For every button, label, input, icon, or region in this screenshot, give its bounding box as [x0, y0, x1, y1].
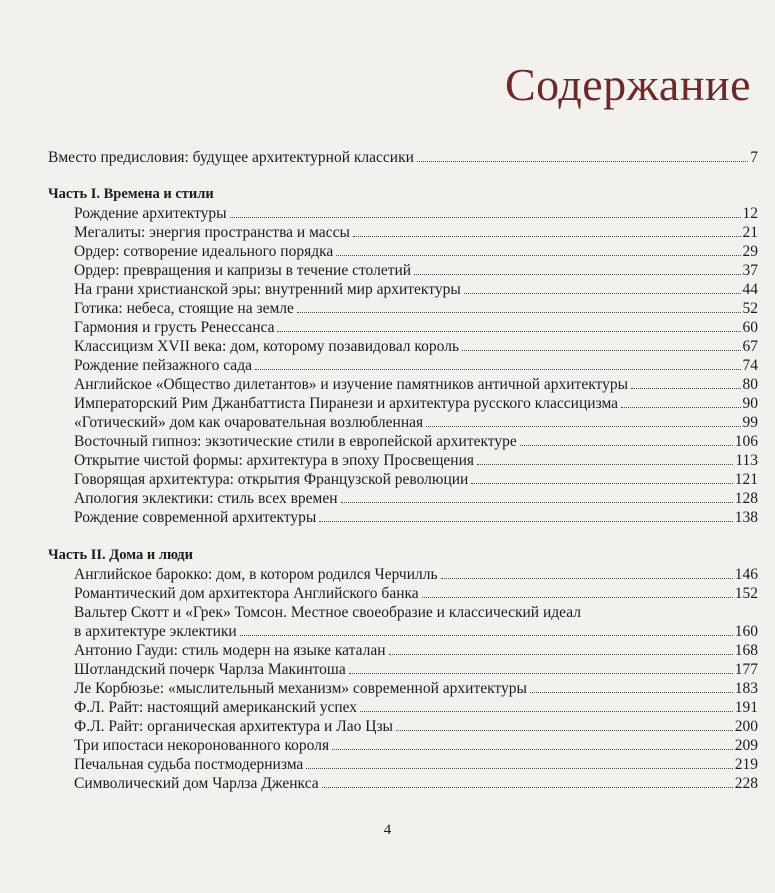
- toc-entry-page: 219: [734, 756, 758, 773]
- toc-entry-page: 21: [742, 224, 758, 241]
- toc-entry-title: Готика: небеса, стоящие на земле: [74, 300, 294, 317]
- toc-entry-title: Шотландский почерк Чарлза Макинтоша: [74, 661, 346, 678]
- toc-entry: [48, 565, 758, 584]
- dot-leader: [417, 161, 748, 162]
- part-1-list: [48, 204, 758, 527]
- dot-leader: [422, 597, 733, 598]
- dot-leader: [441, 578, 733, 579]
- toc-entry-title: Три ипостаси некоронованного короля: [74, 737, 330, 754]
- toc-entry-page: 121: [734, 471, 758, 488]
- toc-entry-page: 228: [734, 775, 758, 792]
- toc-entry-title: Апология эклектики: стиль всех времен: [74, 490, 338, 507]
- dot-leader: [255, 369, 741, 370]
- dot-leader: [240, 635, 733, 636]
- dot-leader: [464, 293, 741, 294]
- toc-entry-title: Ордер: сотворение идеального порядка: [74, 243, 334, 260]
- toc-entry: [48, 660, 758, 679]
- toc-entry-title: Вместо предисловия: будущее архитектурной классики: [48, 149, 414, 166]
- toc-entry-multiline: [48, 622, 758, 641]
- toc-entry-title: Говорящая архитектура: открытия Французской революции: [74, 471, 469, 488]
- toc-entry: [48, 717, 758, 736]
- toc-entry-title: Рождение архитектуры: [74, 205, 227, 222]
- page-title: Содержание: [504, 59, 751, 110]
- toc-entry: [48, 755, 758, 774]
- toc-entry-page: 183: [734, 680, 758, 697]
- toc-entry: [48, 204, 758, 223]
- toc-entry-title: Символический дом Чарлза Дженкса: [74, 775, 319, 792]
- toc-entry-title: На грани христианской эры: внутренний мир архитектуры: [74, 281, 461, 298]
- toc-entry-page: 12: [742, 205, 758, 222]
- toc-entry: [48, 489, 758, 508]
- toc-entry-page: 138: [734, 509, 758, 526]
- dot-leader: [353, 236, 741, 237]
- dot-leader: [319, 521, 732, 522]
- toc-entry: [48, 337, 758, 356]
- toc-entry: [48, 394, 758, 413]
- dot-leader: [349, 673, 733, 674]
- toc-entry-page: 74: [742, 357, 758, 374]
- toc-entry-title: в архитектуре эклектики: [74, 623, 237, 640]
- toc-entry-title: Романтический дом архитектора Английского банка: [74, 585, 419, 602]
- dot-leader: [341, 502, 733, 503]
- part-heading-1: Часть I. Времена и стили: [48, 186, 214, 202]
- toc-entry-multiline-line1: Вальтер Скотт и «Грек» Томсон. Местное своеобразие и классический идеал: [74, 604, 581, 621]
- dot-leader: [230, 217, 741, 218]
- dot-leader: [306, 768, 732, 769]
- toc-entry-title: Ордер: превращения и капризы в течение столетий: [74, 262, 412, 279]
- toc-entry: [48, 413, 758, 432]
- toc-entry-page: 128: [734, 490, 758, 507]
- toc-entry: [48, 774, 758, 793]
- toc-entry-page: 152: [734, 585, 758, 602]
- toc-entry-title: Английское «Общество дилетантов» и изучение памятников античной архитектуры: [74, 376, 629, 393]
- toc-entry: [48, 261, 758, 280]
- toc-entry-title: Мегалиты: энергия пространства и массы: [74, 224, 350, 241]
- toc-entry-page: 146: [734, 566, 758, 583]
- toc-entry: [48, 356, 758, 375]
- toc-entry-page: 106: [734, 433, 758, 450]
- toc-entry-title: Рождение современной архитектуры: [74, 509, 317, 526]
- dot-leader: [471, 483, 732, 484]
- toc-entry-page: 44: [742, 281, 758, 298]
- toc-entry: [48, 280, 758, 299]
- dot-leader: [332, 749, 733, 750]
- toc-entry-title: «Готический» дом как очаровательная возлюбленная: [74, 414, 424, 431]
- dot-leader: [277, 331, 740, 332]
- toc-entry: [48, 432, 758, 451]
- toc-entry-title: Печальная судьба постмодернизма: [74, 756, 304, 773]
- dot-leader: [297, 312, 741, 313]
- toc-entry-title: Открытие чистой формы: архитектура в эпоху Просвещения: [74, 452, 475, 469]
- dot-leader: [396, 730, 733, 731]
- dot-leader: [631, 388, 740, 389]
- toc-entry-page: 160: [734, 623, 758, 640]
- page-number: 4: [383, 822, 392, 838]
- toc-entry-title: Ф.Л. Райт: настоящий американский успех: [74, 699, 358, 716]
- toc-entry-page: 113: [735, 452, 758, 469]
- toc-entry: [48, 470, 758, 489]
- dot-leader: [336, 255, 740, 256]
- toc-entry-title: Восточный гипноз: экзотические стили в европейской архитектуре: [74, 433, 517, 450]
- table-of-contents: [48, 148, 758, 793]
- toc-entry: [48, 451, 758, 470]
- toc-entry-page: 200: [734, 718, 758, 735]
- part-2-list: [48, 565, 758, 603]
- dot-leader: [389, 654, 733, 655]
- toc-entry-title: Рождение пейзажного сада: [74, 357, 252, 374]
- toc-entry-title: Антонио Гауди: стиль модерн на языке каталан: [74, 642, 386, 659]
- toc-entry-title: Английское барокко: дом, в котором родился Черчилль: [74, 566, 438, 583]
- dot-leader: [322, 787, 733, 788]
- toc-entry-title: Ф.Л. Райт: органическая архитектура и Лао Цзы: [74, 718, 393, 735]
- dot-leader: [477, 464, 733, 465]
- part-heading-2: Часть II. Дома и люди: [48, 547, 193, 563]
- toc-entry: [48, 641, 758, 660]
- dot-leader: [530, 692, 733, 693]
- dot-leader: [621, 407, 740, 408]
- dot-leader: [414, 274, 740, 275]
- toc-entry: [48, 375, 758, 394]
- toc-entry-page: 90: [742, 395, 758, 412]
- toc-entry-title: Императорский Рим Джанбаттиста Пиранези и архитектура русского классицизма: [74, 395, 619, 412]
- toc-entry-page: 168: [734, 642, 758, 659]
- part-2-list-continued: [48, 641, 758, 793]
- toc-entry-page: 209: [734, 737, 758, 754]
- dot-leader: [360, 711, 733, 712]
- toc-entry-title: Ле Корбюзье: «мыслительный механизм» современной архитектуры: [74, 680, 527, 697]
- toc-entry: [48, 223, 758, 242]
- toc-entry: [48, 698, 758, 717]
- toc-entry-page: 60: [742, 319, 758, 336]
- toc-entry-page: 7: [750, 149, 758, 166]
- toc-entry-preface: [48, 148, 758, 167]
- toc-entry-page: 67: [742, 338, 758, 355]
- toc-entry: [48, 508, 758, 527]
- toc-entry-page: 191: [734, 699, 758, 716]
- toc-entry-page: 29: [742, 243, 758, 260]
- toc-entry: [48, 736, 758, 755]
- toc-entry: [48, 679, 758, 698]
- toc-entry-title: Классицизм XVII века: дом, которому позавидовал король: [74, 338, 460, 355]
- dot-leader: [520, 445, 733, 446]
- toc-entry-page: 37: [742, 262, 758, 279]
- toc-entry-page: 177: [734, 661, 758, 678]
- dot-leader: [426, 426, 740, 427]
- toc-entry-page: 52: [742, 300, 758, 317]
- toc-entry: [48, 242, 758, 261]
- toc-entry: [48, 299, 758, 318]
- toc-entry-title: Гармония и грусть Ренессанса: [74, 319, 275, 336]
- toc-entry-page: 80: [742, 376, 758, 393]
- toc-entry-page: 99: [742, 414, 758, 431]
- toc-entry: [48, 318, 758, 337]
- toc-entry: [48, 584, 758, 603]
- dot-leader: [462, 350, 740, 351]
